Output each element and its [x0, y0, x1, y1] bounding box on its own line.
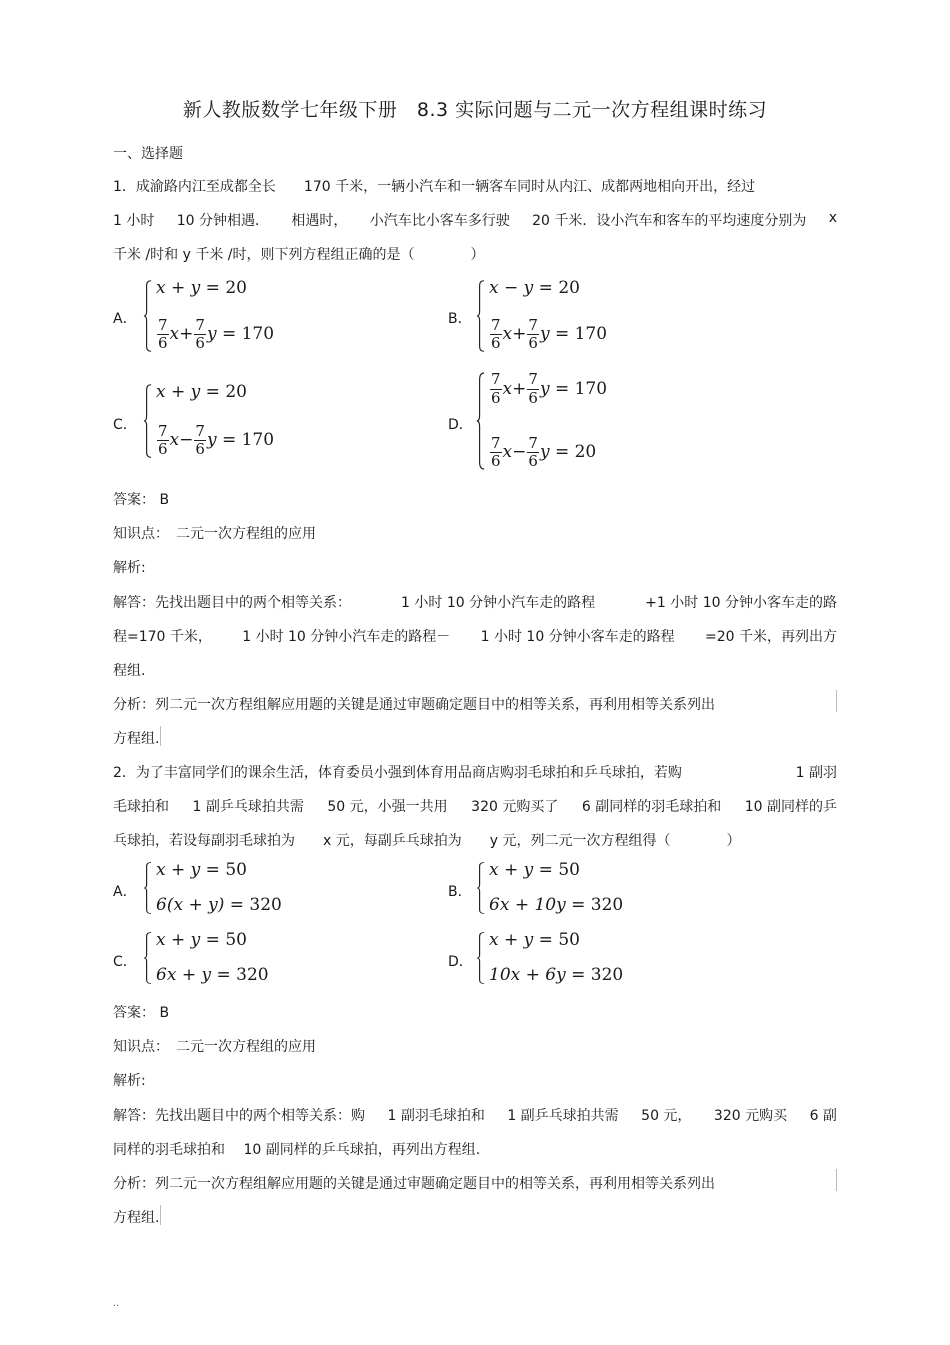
q1-solution-line-3: 程组. — [113, 663, 146, 679]
q1-text-line-2: 1 小时 10 分钟相遇． 相遇时， 小汽车比小客车多行驶 20 千米．设小汽车和客车的平均速度分别为 x — [113, 210, 837, 229]
q2-option-b-system: x + y = 50 6x + 10y = 320 — [476, 862, 623, 914]
q1-option-d-label[interactable]: D． — [448, 417, 473, 433]
box-edge-line — [160, 1205, 161, 1225]
q2-summary-line-1: 分析：列二元一次方程组解应用题的关键是通过审题确定题目中的相等关系，再利用相等关系列出 — [113, 1176, 715, 1192]
q2-option-d-system: x + y = 50 10x + 6y = 320 — [476, 932, 623, 984]
q1-text-line-1: 1．成渝路内江至成都全长 170 千米，一辆小汽车和一辆客车同时从内江、成都两地相向开出，经过 — [113, 179, 756, 195]
q1-solution-line-2: 程=170 千米， 1 小时 10 分钟小汽车走的路程－ 1 小时 10 分钟小客车走的路程 =20 千米，再列出方 — [113, 629, 837, 645]
q1-option-b-system: x − y = 20 $\frac{7}{6}$ x + $\frac{7}{6}$ y = 170 — [476, 280, 607, 352]
footer-dots: .. — [113, 1298, 120, 1309]
box-edge-line — [836, 690, 837, 712]
q1-solution-line-1: 解答：先找出题目中的两个相等关系： 1 小时 10 分钟小汽车走的路程 +1 小时 10 分钟小客车走的路 — [113, 595, 837, 611]
q1-summary-line-2: 方程组. — [113, 731, 160, 747]
q1-answer: 答案： B — [113, 492, 170, 508]
q2-option-c-system: x + y = 50 6x + y = 320 — [143, 932, 269, 984]
q1-option-a-label[interactable]: A． — [113, 311, 137, 327]
q2-knowledge-point: 知识点： 二元一次方程组的应用 — [113, 1039, 316, 1055]
q1-option-c-label[interactable]: C． — [113, 417, 137, 433]
q2-option-b-label[interactable]: B． — [448, 884, 472, 900]
q2-text-line-3: 乓球拍，若设每副羽毛球拍为 x 元，每副乒乓球拍为 y 元，列二元一次方程组得（ ） — [113, 833, 741, 849]
q2-text-line-1: 2．为了丰富同学们的课余生活，体育委员小强到体育用品商店购羽毛球拍和乒乓球拍，若购 1 副羽 — [113, 765, 837, 781]
q2-analysis-heading: 解析: — [113, 1073, 146, 1089]
q2-option-a-label[interactable]: A． — [113, 884, 137, 900]
box-edge-line — [160, 726, 161, 746]
q1-option-c-system: x + y = 20 $\frac{7}{6}$ x − $\frac{7}{6}$ y = 170 — [143, 384, 274, 458]
q1-option-b-label[interactable]: B． — [448, 311, 472, 327]
q1-option-a-system: x + y = 20 $\frac{7}{6}$ x + $\frac{7}{6}$ y = 170 — [143, 280, 274, 352]
page-title: 新人教版数学七年级下册 8.3 实际问题与二元一次方程组课时练习 — [182, 99, 768, 121]
q2-answer: 答案： B — [113, 1005, 170, 1021]
q2-option-d-label[interactable]: D． — [448, 954, 473, 970]
q2-option-c-label[interactable]: C． — [113, 954, 137, 970]
q2-solution-line-2: 同样的羽毛球拍和 10 副同样的乒乓球拍，再列出方程组. — [113, 1142, 481, 1158]
section-heading: 一、选择题 — [113, 146, 183, 162]
q2-summary-line-2: 方程组. — [113, 1210, 160, 1226]
q1-summary-line-1: 分析：列二元一次方程组解应用题的关键是通过审题确定题目中的相等关系，再利用相等关系列出 — [113, 697, 715, 713]
q2-solution-line-1: 解答：先找出题目中的两个相等关系：购 1 副羽毛球拍和 1 副乒乓球拍共需 50 元， 320 元购买 6 副 — [113, 1108, 837, 1124]
q1-option-d-system: $\frac{7}{6}$ x + $\frac{7}{6}$ y = 170 $\frac{7}{6}$ x − $\frac{7}{6}$ y = 20 — [476, 372, 607, 470]
box-edge-line — [836, 1169, 837, 1191]
q1-knowledge-point: 知识点： 二元一次方程组的应用 — [113, 526, 316, 542]
q1-analysis-heading: 解析: — [113, 560, 146, 576]
q1-text-line-3: 千米 /时和 y 千米 /时，则下列方程组正确的是（ ） — [113, 247, 485, 263]
q2-option-a-system: x + y = 50 6(x + y) = 320 — [143, 862, 282, 914]
q2-text-line-2: 毛球拍和 1 副乒乓球拍共需 50 元，小强一共用 320 元购买了 6 副同样的羽毛球拍和 10 副同样的乒 — [113, 799, 837, 815]
